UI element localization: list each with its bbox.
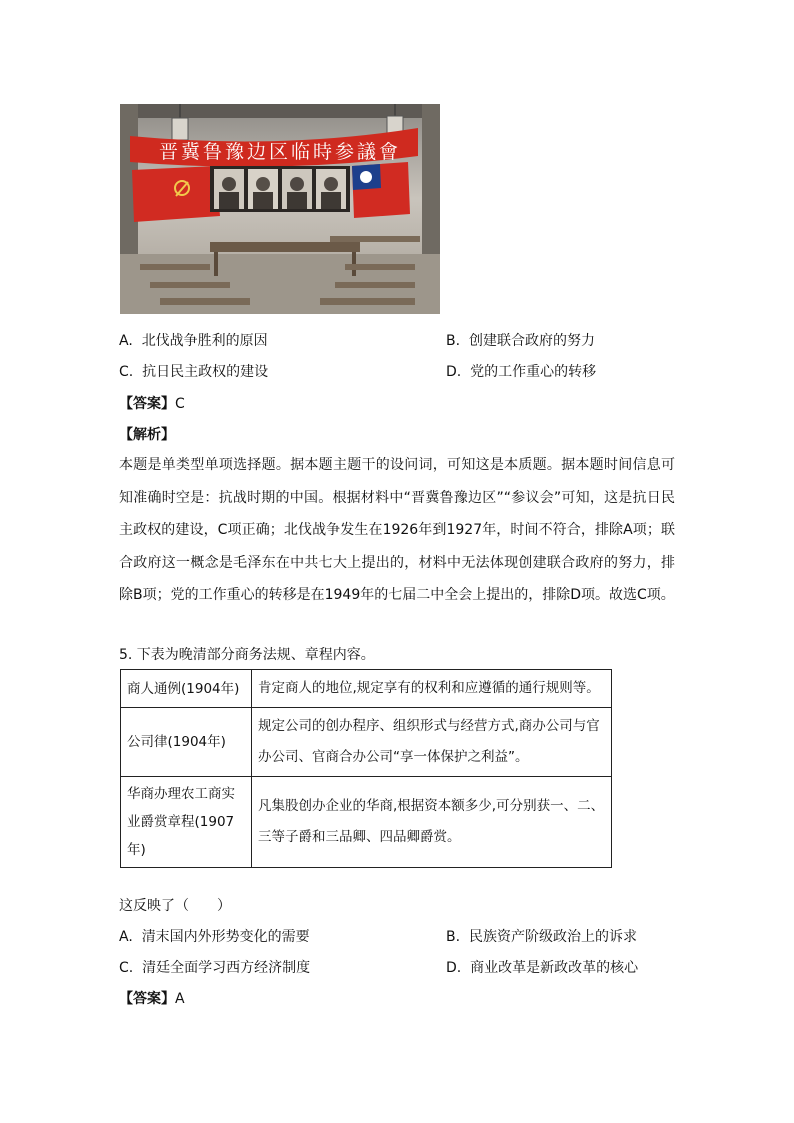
portrait — [282, 169, 312, 209]
option-text: 清廷全面学习西方经济制度 — [142, 960, 311, 976]
answer-label: 【答案】 — [119, 396, 175, 412]
red-party-flag — [132, 166, 220, 222]
regulation-content: 规定公司的创办程序、组织形式与经营方式,商办公司与官办公司、官商合办公司“享一体保护之利益”。 — [252, 708, 612, 777]
q4-answer — [119, 394, 185, 414]
q4-option-a[interactable] — [119, 331, 268, 351]
q5-question: 这反映了（ ） — [119, 898, 231, 914]
q4-analysis-text: 本题是单类型单项选择题。据本题主题干的设问词，可知这是本质题。据本题时间信息可知准确时空是：抗战时期的中国。根据材料中“晋冀鲁豫边区”“参议会”可知，这是抗日民主政权的建设，C项正确；北伐战争发生在1926年到1927年，时间不符合，排除A项；联合政府这一概念是毛泽东在中共七大上提出的，材料中无法体现创建联合政府的努力，排除B项；党的工作重心的转移是在1949年的七届二中全会上提出的，排除D项。故选C项。 — [119, 457, 675, 603]
option-letter: B. — [446, 929, 461, 945]
portrait — [248, 169, 278, 209]
q4-analysis-label: 【解析】 — [119, 427, 175, 443]
option-text: 抗日民主政权的建设 — [142, 364, 269, 380]
option-text: 民族资产阶级政治上的诉求 — [468, 929, 637, 945]
bench — [345, 264, 415, 270]
q5-option-c[interactable] — [119, 958, 310, 978]
kmt-flag — [352, 162, 410, 218]
option-letter: D. — [446, 960, 462, 976]
answer-value: A — [175, 991, 185, 1007]
q5-option-a[interactable] — [119, 927, 310, 947]
banner-text: 晋冀鲁豫边区临時参議會 — [158, 141, 402, 163]
option-text: 北伐战争胜利的原因 — [141, 333, 268, 349]
option-letter: D. — [446, 364, 462, 380]
table-row — [121, 777, 612, 868]
option-text: 党的工作重心的转移 — [470, 364, 597, 380]
answer-value: C — [175, 396, 185, 412]
answer-label: 【答案】 — [119, 991, 175, 1007]
option-letter: C. — [119, 364, 134, 380]
option-letter: A. — [119, 929, 133, 945]
portrait — [214, 169, 244, 209]
bench — [140, 264, 210, 270]
bench — [160, 298, 250, 305]
regulation-content: 凡集股创办企业的华商,根据资本额多少,可分别获一、二、三等子爵和三品卿、四品卿爵赏。 — [252, 777, 612, 868]
historical-photo — [120, 104, 440, 314]
q4-option-c[interactable] — [119, 362, 268, 382]
option-letter: A. — [119, 333, 133, 349]
meeting-hall-photo — [120, 104, 440, 314]
regulation-name: 公司律(1904年) — [121, 708, 252, 777]
q5-option-d[interactable] — [446, 958, 638, 978]
bench — [320, 298, 415, 305]
regulation-content: 肯定商人的地位,规定享有的权利和应遵循的通行规则等。 — [252, 670, 612, 708]
regulation-name: 华商办理农工商实业爵赏章程(1907年) — [121, 777, 252, 868]
table-row — [121, 670, 612, 708]
regulation-name: 商人通例(1904年) — [121, 670, 252, 708]
option-text: 清末国内外形势变化的需要 — [141, 929, 310, 945]
bench — [330, 236, 420, 242]
option-text: 商业改革是新政改革的核心 — [470, 960, 639, 976]
option-letter: B. — [446, 333, 461, 349]
option-text: 创建联合政府的努力 — [468, 333, 595, 349]
regulations-table — [120, 669, 612, 868]
bench — [150, 282, 230, 288]
q4-option-d[interactable] — [446, 362, 596, 382]
q5-stem: 5. 下表为晚清部分商务法规、章程内容。 — [119, 647, 375, 663]
q5-answer — [119, 989, 185, 1009]
q5-option-b[interactable] — [446, 927, 637, 947]
portrait — [316, 169, 346, 209]
front-table — [210, 242, 360, 252]
bench — [335, 282, 415, 288]
table-row — [121, 708, 612, 777]
option-letter: C. — [119, 960, 134, 976]
q4-option-b[interactable] — [446, 331, 595, 351]
